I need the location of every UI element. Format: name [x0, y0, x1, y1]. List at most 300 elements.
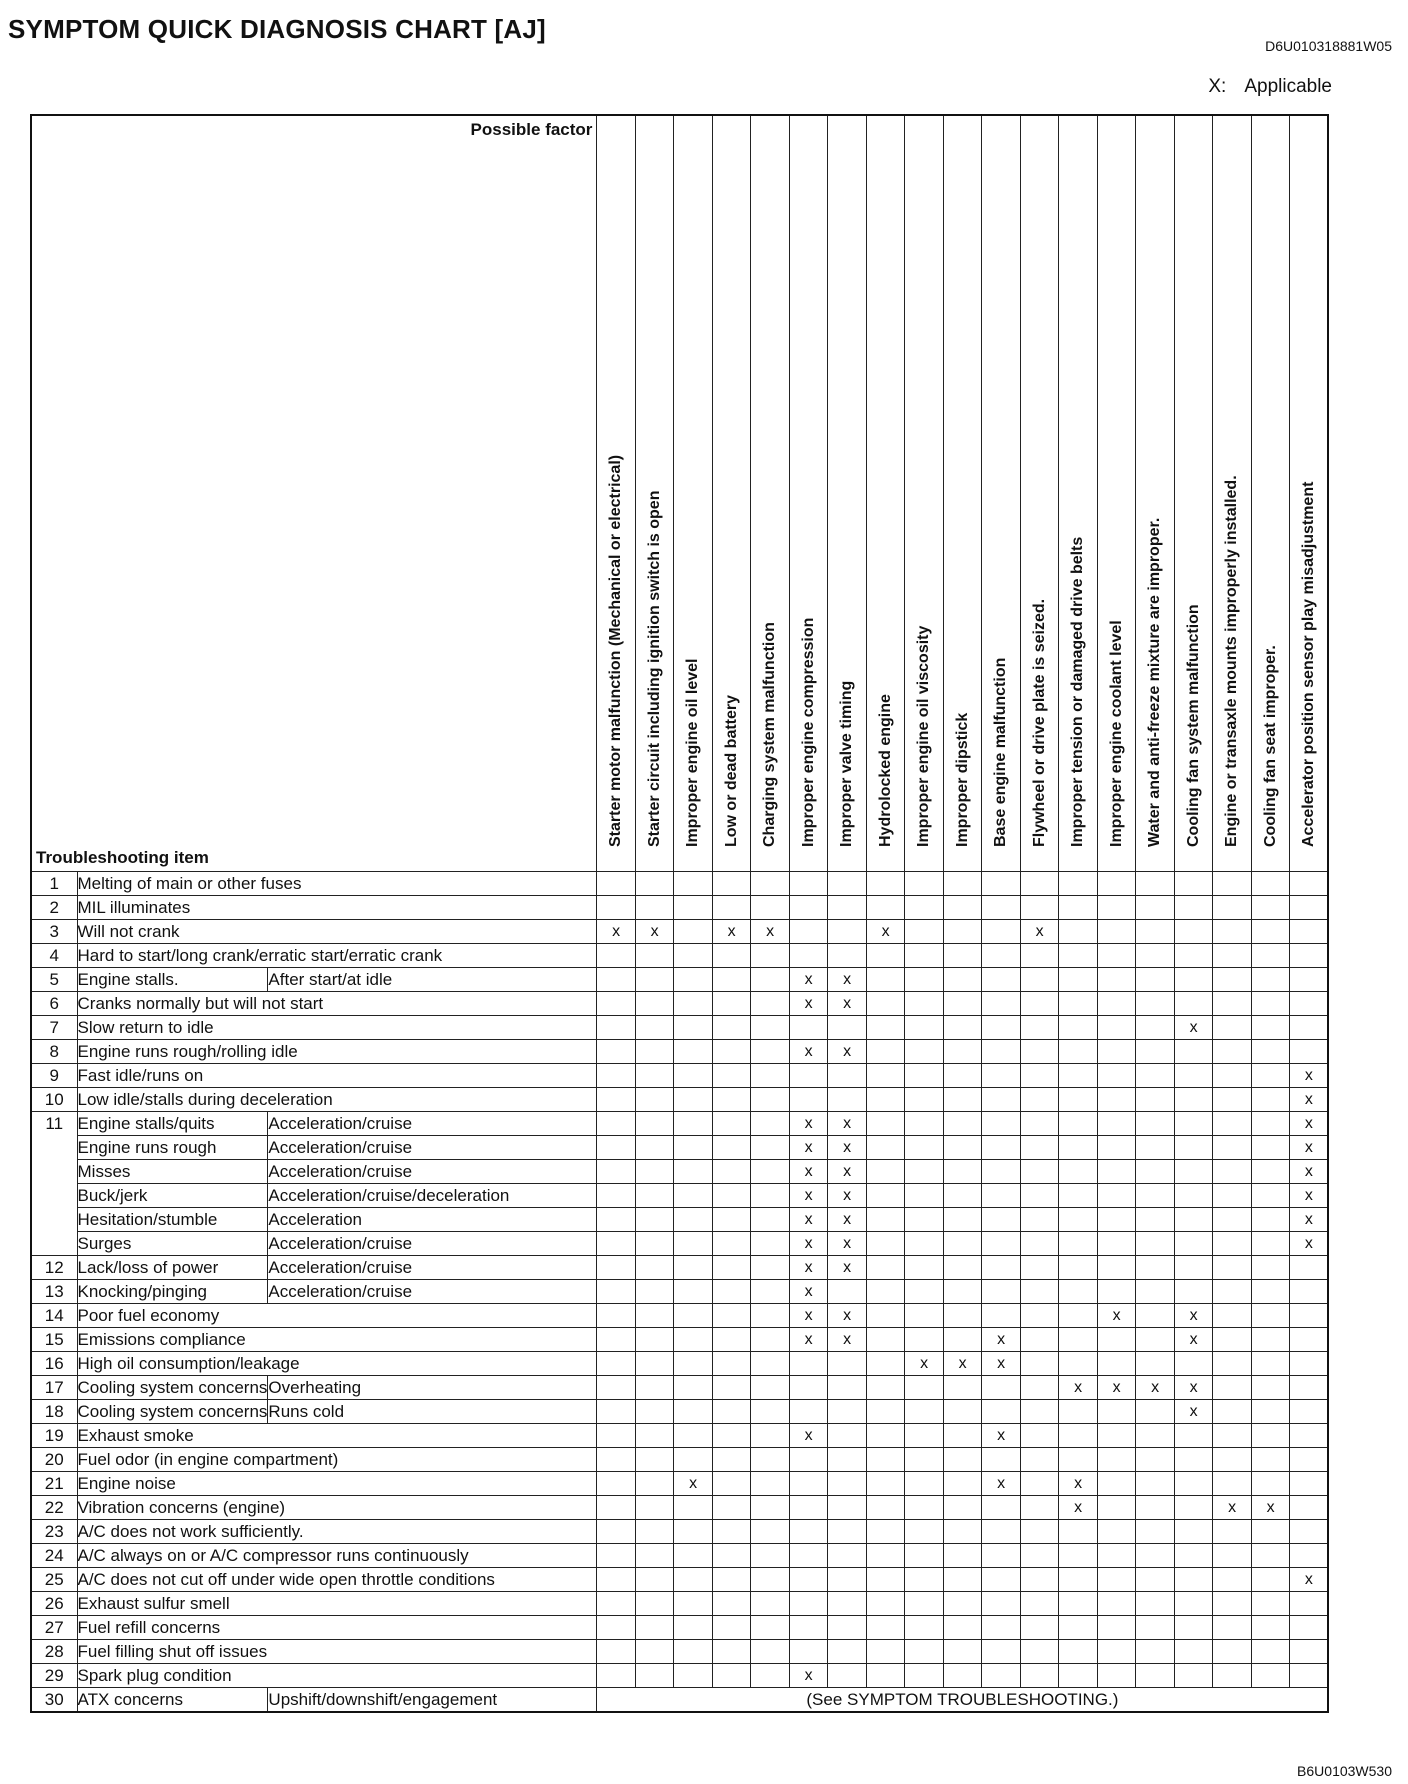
factor-cell [1020, 1328, 1059, 1352]
table-row [31, 1496, 1328, 1520]
symptom-cell: Will not crank [77, 920, 597, 944]
row-number: 25 [31, 1568, 77, 1592]
factor-cell [1097, 1448, 1136, 1472]
factor-cell [1174, 968, 1213, 992]
factor-cell [1136, 1304, 1175, 1328]
factor-cell [982, 1280, 1021, 1304]
symptom-cell: Engine stalls/quits [77, 1112, 268, 1136]
factor-cell [789, 1088, 828, 1112]
factor-cell [943, 1472, 982, 1496]
factor-cell [828, 1376, 867, 1400]
factor-header [828, 115, 867, 872]
factor-cell [789, 1496, 828, 1520]
row-number: 18 [31, 1400, 77, 1424]
factor-cell [1136, 1520, 1175, 1544]
symptom-cell: A/C does not cut off under wide open throttle conditions [77, 1568, 597, 1592]
factor-cell [866, 1304, 905, 1328]
factor-cell [789, 1376, 828, 1400]
factor-cell [943, 1592, 982, 1616]
factor-cell [1213, 992, 1252, 1016]
applicable-mark: x [1097, 1376, 1136, 1400]
factor-cell [1136, 1472, 1175, 1496]
applicable-mark: x [828, 1040, 867, 1064]
factor-cell [674, 1112, 713, 1136]
factor-cell [828, 944, 867, 968]
factor-cell [674, 1280, 713, 1304]
document-id: D6U010318881W05 [1265, 38, 1392, 54]
factor-cell [635, 1424, 674, 1448]
factor-cell [751, 1016, 790, 1040]
factor-cell [1290, 1040, 1329, 1064]
factor-cell [1020, 1112, 1059, 1136]
table-row [31, 1472, 1328, 1496]
factor-cell [1290, 1304, 1329, 1328]
factor-cell [1251, 1472, 1290, 1496]
factor-cell [1020, 1016, 1059, 1040]
condition-cell: Acceleration/cruise [268, 1112, 597, 1136]
factor-cell [905, 1424, 944, 1448]
factor-header [789, 115, 828, 872]
table-row [31, 1232, 1328, 1256]
factor-cell [943, 944, 982, 968]
factor-cell [751, 1400, 790, 1424]
factor-header [1290, 115, 1329, 872]
factor-cell [1251, 992, 1290, 1016]
factor-cell [1059, 1592, 1098, 1616]
factor-cell [674, 1328, 713, 1352]
factor-cell [1251, 1400, 1290, 1424]
factor-cell [712, 1016, 751, 1040]
factor-cell [789, 1400, 828, 1424]
factor-cell [1136, 1064, 1175, 1088]
table-row [31, 1208, 1328, 1232]
factor-header [1097, 115, 1136, 872]
factor-cell [1059, 1064, 1098, 1088]
applicable-mark: x [828, 1304, 867, 1328]
factor-cell [1059, 1544, 1098, 1568]
applicable-mark: x [982, 1328, 1021, 1352]
applicable-mark: x [1020, 920, 1059, 944]
factor-cell [982, 1376, 1021, 1400]
factor-cell [1290, 1496, 1329, 1520]
factor-cell [1097, 1232, 1136, 1256]
factor-cell [943, 896, 982, 920]
symptom-cell: ATX concerns [77, 1688, 268, 1713]
factor-cell [982, 1568, 1021, 1592]
factor-cell [1097, 872, 1136, 896]
factor-cell [789, 1448, 828, 1472]
factor-cell [943, 1304, 982, 1328]
factor-header [1136, 115, 1175, 872]
factor-cell [982, 896, 1021, 920]
factor-cell [635, 1544, 674, 1568]
factor-cell [905, 896, 944, 920]
symptom-cell: Hard to start/long crank/erratic start/erratic crank [77, 944, 597, 968]
applicable-mark: x [1059, 1376, 1098, 1400]
factor-cell [1251, 872, 1290, 896]
symptom-cell: Engine runs rough [77, 1136, 268, 1160]
factor-cell [1290, 944, 1329, 968]
factor-cell [1174, 1184, 1213, 1208]
factor-cell [1251, 1640, 1290, 1664]
factor-cell [828, 1016, 867, 1040]
factor-header [866, 115, 905, 872]
factor-cell [712, 1592, 751, 1616]
factor-cell [674, 1448, 713, 1472]
row-number [31, 1208, 77, 1232]
factor-cell [712, 1232, 751, 1256]
factor-cell [674, 1184, 713, 1208]
factor-cell [751, 1208, 790, 1232]
factor-cell [905, 968, 944, 992]
factor-cell [789, 1016, 828, 1040]
factor-cell [1290, 992, 1329, 1016]
applicable-mark: x [789, 1184, 828, 1208]
factor-cell [674, 1256, 713, 1280]
factor-cell [1136, 1592, 1175, 1616]
factor-cell [1059, 1400, 1098, 1424]
factor-cell [751, 1352, 790, 1376]
factor-cell [943, 1520, 982, 1544]
symptom-cell: Exhaust smoke [77, 1424, 597, 1448]
factor-cell [635, 1040, 674, 1064]
factor-cell [1251, 1376, 1290, 1400]
factor-cell [789, 1064, 828, 1088]
factor-cell [1136, 1352, 1175, 1376]
factor-cell [905, 1112, 944, 1136]
factor-cell [1020, 1280, 1059, 1304]
factor-cell [674, 992, 713, 1016]
factor-cell [1097, 1088, 1136, 1112]
factor-cell [982, 944, 1021, 968]
applicable-mark: x [982, 1424, 1021, 1448]
factor-cell [674, 1592, 713, 1616]
factor-cell [828, 1544, 867, 1568]
factor-cell [1020, 1544, 1059, 1568]
factor-cell [674, 1304, 713, 1328]
factor-cell [751, 1088, 790, 1112]
factor-cell [982, 1184, 1021, 1208]
row-number: 1 [31, 872, 77, 896]
condition-cell: Acceleration/cruise/deceleration [268, 1184, 597, 1208]
symptom-cell: Cranks normally but will not start [77, 992, 597, 1016]
factor-cell [635, 1496, 674, 1520]
applicable-mark: x [943, 1352, 982, 1376]
factor-cell [943, 1448, 982, 1472]
factor-cell [1251, 1544, 1290, 1568]
factor-cell [1213, 1040, 1252, 1064]
applicable-mark: x [982, 1472, 1021, 1496]
factor-cell [1136, 1448, 1175, 1472]
factor-cell [866, 1592, 905, 1616]
factor-cell [1174, 1280, 1213, 1304]
factor-cell [1290, 1592, 1329, 1616]
factor-cell [635, 1112, 674, 1136]
factor-cell [1290, 1616, 1329, 1640]
factor-cell [866, 1016, 905, 1040]
factor-cell [905, 1496, 944, 1520]
symptom-cell: Low idle/stalls during deceleration [77, 1088, 597, 1112]
factor-cell [674, 1544, 713, 1568]
symptom-cell: Fuel odor (in engine compartment) [77, 1448, 597, 1472]
factor-cell [1290, 1352, 1329, 1376]
factor-cell [982, 1160, 1021, 1184]
factor-cell [597, 1664, 636, 1688]
factor-cell [943, 1160, 982, 1184]
factor-cell [1251, 1328, 1290, 1352]
factor-cell [905, 1160, 944, 1184]
factor-cell [1097, 1544, 1136, 1568]
applicable-mark: x [597, 920, 636, 944]
symptom-cell: Poor fuel economy [77, 1304, 597, 1328]
factor-cell [1290, 1640, 1329, 1664]
factor-cell [1020, 1232, 1059, 1256]
symptom-cell: Exhaust sulfur smell [77, 1592, 597, 1616]
factor-cell [1136, 1088, 1175, 1112]
factor-cell [1020, 1640, 1059, 1664]
factor-cell [751, 1496, 790, 1520]
table-row [31, 1400, 1328, 1424]
row-number: 20 [31, 1448, 77, 1472]
symptom-cell: Cooling system concerns [77, 1376, 268, 1400]
factor-cell [597, 944, 636, 968]
factor-cell [943, 1256, 982, 1280]
factor-cell [635, 1232, 674, 1256]
factor-cell [1213, 1400, 1252, 1424]
factor-cell [597, 896, 636, 920]
factor-cell [1213, 1616, 1252, 1640]
factor-header [982, 115, 1021, 872]
factor-cell [982, 1616, 1021, 1640]
table-row [31, 1448, 1328, 1472]
factor-cell [1097, 896, 1136, 920]
factor-cell [1290, 1256, 1329, 1280]
factor-cell [1213, 1568, 1252, 1592]
applicable-mark: x [1290, 1160, 1329, 1184]
factor-cell [1213, 1184, 1252, 1208]
factor-cell [982, 872, 1021, 896]
factor-cell [1174, 1208, 1213, 1232]
legend-text: Applicable [1244, 76, 1332, 97]
table-row [31, 968, 1328, 992]
factor-cell [1213, 1640, 1252, 1664]
troubleshooting-item-label: Troubleshooting item [36, 848, 209, 867]
diagnosis-table [30, 114, 1329, 1713]
factor-cell [789, 1352, 828, 1376]
factor-cell [943, 1040, 982, 1064]
factor-cell [1136, 1208, 1175, 1232]
factor-label: Improper engine oil level [684, 658, 702, 847]
factor-cell [1290, 1520, 1329, 1544]
factor-header [597, 115, 636, 872]
factor-cell [789, 944, 828, 968]
factor-cell [943, 1496, 982, 1520]
factor-cell [866, 944, 905, 968]
factor-cell [905, 1064, 944, 1088]
factor-cell [1290, 1280, 1329, 1304]
factor-cell [1097, 1616, 1136, 1640]
factor-cell [674, 1520, 713, 1544]
factor-cell [982, 1496, 1021, 1520]
applicable-mark: x [1290, 1088, 1329, 1112]
factor-cell [1290, 872, 1329, 896]
factor-cell [789, 1568, 828, 1592]
factor-cell [1174, 1664, 1213, 1688]
factor-cell [1213, 1112, 1252, 1136]
factor-cell [712, 1304, 751, 1328]
symptom-cell: Engine noise [77, 1472, 597, 1496]
factor-cell [1174, 1568, 1213, 1592]
factor-cell [943, 968, 982, 992]
factor-cell [789, 1616, 828, 1640]
factor-cell [751, 1568, 790, 1592]
factor-cell [751, 1040, 790, 1064]
row-number: 15 [31, 1328, 77, 1352]
condition-cell: Upshift/downshift/engagement [268, 1688, 597, 1713]
symptom-cell: Lack/loss of power [77, 1256, 268, 1280]
factor-cell [943, 1064, 982, 1088]
factor-cell [982, 1112, 1021, 1136]
symptom-cell: High oil consumption/leakage [77, 1352, 597, 1376]
factor-cell [1213, 1160, 1252, 1184]
factor-cell [1174, 1544, 1213, 1568]
factor-cell [943, 1568, 982, 1592]
factor-cell [1059, 1016, 1098, 1040]
factor-cell [597, 968, 636, 992]
factor-cell [597, 1208, 636, 1232]
factor-cell [905, 1400, 944, 1424]
factor-cell [1251, 1232, 1290, 1256]
row-number: 8 [31, 1040, 77, 1064]
factor-cell [1290, 1472, 1329, 1496]
row-number: 24 [31, 1544, 77, 1568]
symptom-cell: Spark plug condition [77, 1664, 597, 1688]
applicable-mark: x [1213, 1496, 1252, 1520]
factor-cell [1059, 1520, 1098, 1544]
factor-cell [1213, 944, 1252, 968]
factor-cell [1136, 1136, 1175, 1160]
applicable-mark: x [1174, 1016, 1213, 1040]
factor-cell [1251, 1064, 1290, 1088]
factor-cell [943, 1280, 982, 1304]
table-row [31, 1160, 1328, 1184]
table-row [31, 1640, 1328, 1664]
factor-cell [635, 1592, 674, 1616]
factor-cell [674, 1040, 713, 1064]
row-number: 2 [31, 896, 77, 920]
factor-cell [1290, 1400, 1329, 1424]
table-row [31, 1376, 1328, 1400]
factor-cell [597, 1448, 636, 1472]
factor-cell [866, 1280, 905, 1304]
factor-cell [1097, 1568, 1136, 1592]
factor-cell [1059, 1160, 1098, 1184]
legend [1208, 76, 1332, 98]
factor-cell [635, 1304, 674, 1328]
factor-cell [1097, 1256, 1136, 1280]
factor-cell [1059, 1184, 1098, 1208]
factor-cell [828, 1520, 867, 1544]
factor-cell [751, 1616, 790, 1640]
factor-cell [1136, 1328, 1175, 1352]
factor-cell [712, 1328, 751, 1352]
factor-header [943, 115, 982, 872]
factor-cell [712, 1544, 751, 1568]
factor-cell [828, 1496, 867, 1520]
factor-cell [1251, 1520, 1290, 1544]
factor-cell [943, 1184, 982, 1208]
factor-cell [1059, 1424, 1098, 1448]
factor-label: Flywheel or drive plate is seized. [1030, 598, 1048, 847]
row-number [31, 1184, 77, 1208]
applicable-mark: x [828, 1208, 867, 1232]
factor-cell [712, 1280, 751, 1304]
factor-cell [905, 1088, 944, 1112]
factor-cell [982, 968, 1021, 992]
factor-cell [1174, 1064, 1213, 1088]
factor-cell [1213, 1352, 1252, 1376]
applicable-mark: x [828, 1184, 867, 1208]
factor-cell [866, 1328, 905, 1352]
factor-cell [712, 1400, 751, 1424]
factor-cell [905, 1328, 944, 1352]
factor-cell [1059, 1640, 1098, 1664]
factor-cell [597, 1136, 636, 1160]
factor-cell [674, 896, 713, 920]
factor-cell [635, 1448, 674, 1472]
table-row [31, 992, 1328, 1016]
factor-cell [597, 1280, 636, 1304]
factor-cell [597, 992, 636, 1016]
factor-cell [866, 1112, 905, 1136]
table-row [31, 1328, 1328, 1352]
factor-cell [789, 872, 828, 896]
applicable-mark: x [751, 920, 790, 944]
factor-cell [1097, 1160, 1136, 1184]
factor-header [674, 115, 713, 872]
factor-cell [1097, 920, 1136, 944]
factor-cell [1097, 944, 1136, 968]
factor-label: Improper engine coolant level [1107, 620, 1125, 847]
row-number: 27 [31, 1616, 77, 1640]
factor-cell [751, 992, 790, 1016]
factor-cell [982, 1256, 1021, 1280]
factor-cell [1136, 896, 1175, 920]
applicable-mark: x [1136, 1376, 1175, 1400]
factor-cell [1251, 1568, 1290, 1592]
symptom-cell: A/C does not work sufficiently. [77, 1520, 597, 1544]
factor-cell [712, 1256, 751, 1280]
factor-cell [635, 872, 674, 896]
factor-cell [828, 1592, 867, 1616]
factor-cell [597, 1256, 636, 1280]
factor-cell [674, 1400, 713, 1424]
row-number: 12 [31, 1256, 77, 1280]
factor-cell [905, 1304, 944, 1328]
factor-cell [1020, 1352, 1059, 1376]
factor-cell [866, 1208, 905, 1232]
table-row [31, 1304, 1328, 1328]
factor-cell [943, 1016, 982, 1040]
applicable-mark: x [828, 992, 867, 1016]
factor-cell [597, 1544, 636, 1568]
factor-cell [751, 1424, 790, 1448]
factor-cell [905, 1592, 944, 1616]
factor-cell [905, 1544, 944, 1568]
factor-cell [828, 1448, 867, 1472]
factor-cell [1097, 1520, 1136, 1544]
factor-cell [1136, 920, 1175, 944]
